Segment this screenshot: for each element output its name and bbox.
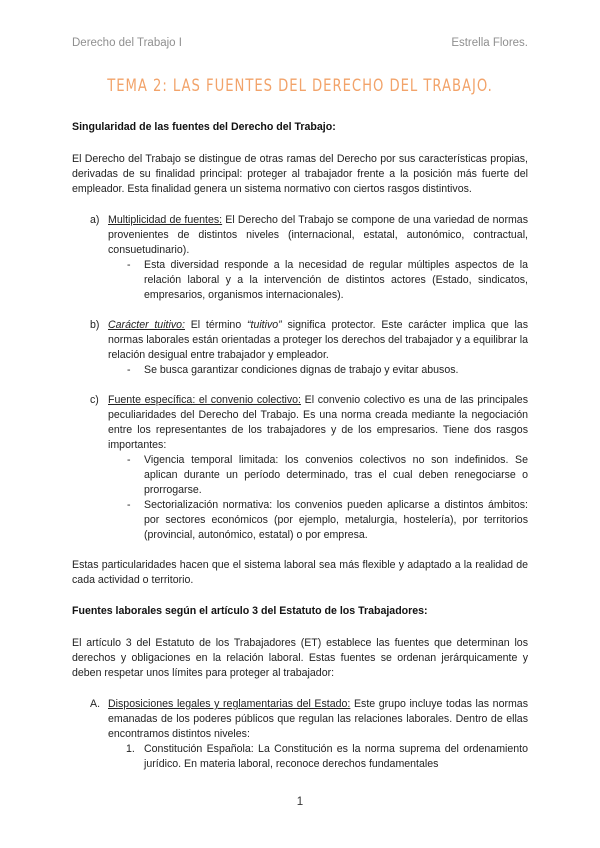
list-item-c (72, 393, 528, 453)
bullet-item (72, 498, 528, 543)
item-text: Este grupo incluye todas las normas emanadas de los poderes públicos que regulan las relaciones laborales. Dentro de ellas encontramos distintos niveles: (108, 698, 528, 740)
document-body (72, 120, 528, 772)
bullet-item (72, 258, 528, 303)
list-item-A (72, 697, 528, 742)
item-text: significa protector. Este carácter implica que las normas laborales están orientadas a proteger los derechos del trabajador y a equilibrar la relación desigual entre trabajador y empleador. (108, 319, 528, 361)
bullet-item (72, 363, 528, 378)
list-marker: c) (90, 394, 99, 406)
header-author: Estrella Flores. (451, 37, 528, 49)
item-text: El término (184, 319, 247, 331)
list-marker: b) (90, 319, 100, 331)
list-item-b (72, 318, 528, 363)
bullet-text: Sectorialización normativa: los convenios pueden aplicarse a distintos ámbitos: por sectores económicos (por ejemplo, metalurgia, hostelería), por territorios (provincial, autonómico, estatal) o por empresa. (144, 499, 528, 541)
bullet-text: Esta diversidad responde a la necesidad de regular múltiples aspectos de la relación laboral y a la intervención de distintos actores (Estado, sindicatos, empresarios, organismos internacionales). (144, 259, 528, 301)
item-text: El convenio colectivo es una de las principales peculiaridades del Derecho del Trabajo. Es una norma creada mediante la negociación entre los representantes de los trabajadores y de los empresarios. Tiene dos rasgos importantes: (108, 394, 528, 451)
number-marker: 1. (126, 743, 135, 755)
dash-bullet: - (127, 364, 131, 376)
closing-paragraph: Estas particularidades hacen que el sistema laboral sea más flexible y adaptado a la realidad de cada actividad o territorio. (72, 559, 528, 586)
dash-bullet: - (127, 454, 131, 466)
section-intro: El artículo 3 del Estatuto de los Trabajadores (ET) establece las fuentes que determinan los derechos y obligaciones en la relación laboral. Estas fuentes se ordenan jerárquicamente y deben respetar unos límites para proteger al trabajador: (72, 637, 528, 679)
bullet-text: Vigencia temporal limitada: los convenios colectivos no son indefinidos. Se aplican durante un período determinado, tras el cual deben renegociarse o prorrogarse. (144, 454, 528, 496)
item-label: Fuente específica: el convenio colectivo: (108, 394, 301, 406)
item-text-italic: “tuitivo” (246, 319, 282, 331)
item-label: Multiplicidad de fuentes: (108, 214, 223, 226)
page-title: TEMA 2: LAS FUENTES DEL DERECHO DEL TRABAJO. (107, 76, 493, 95)
list-marker: a) (90, 214, 100, 226)
list-item-a (72, 213, 528, 258)
section-intro: El Derecho del Trabajo se distingue de otras ramas del Derecho por sus características propias, derivadas de su finalidad principal: proteger al trabajador frente a la posición más fuerte del empleador. Esta finalidad genera un sistema normativo con ciertos rasgos distintivos. (72, 153, 528, 195)
item-label: Carácter tuitivo: (108, 319, 185, 331)
section-heading-singularidad: Singularidad de las fuentes del Derecho del Trabajo: (72, 121, 336, 133)
page-number: 1 (296, 796, 304, 808)
bullet-text: Se busca garantizar condiciones dignas de trabajo y evitar abusos. (144, 364, 459, 376)
numbered-item (72, 742, 528, 772)
numbered-text: Constitución Española: La Constitución es la norma suprema del ordenamiento jurídico. En materia laboral, reconoce derechos fundamentales (144, 743, 528, 770)
dash-bullet: - (127, 259, 131, 271)
item-text: El Derecho del Trabajo se compone de una variedad de normas provenientes de distintos niveles (internacional, estatal, autonómico, contractual, consuetudinario). (108, 214, 528, 256)
header-course: Derecho del Trabajo I (72, 37, 182, 49)
bullet-item (72, 453, 528, 498)
dash-bullet: - (127, 499, 131, 511)
section-heading-fuentes: Fuentes laborales según el artículo 3 del Estatuto de los Trabajadores: (72, 605, 428, 617)
item-label: Disposiciones legales y reglamentarias del Estado: (108, 698, 351, 710)
list-marker: A. (90, 698, 101, 710)
